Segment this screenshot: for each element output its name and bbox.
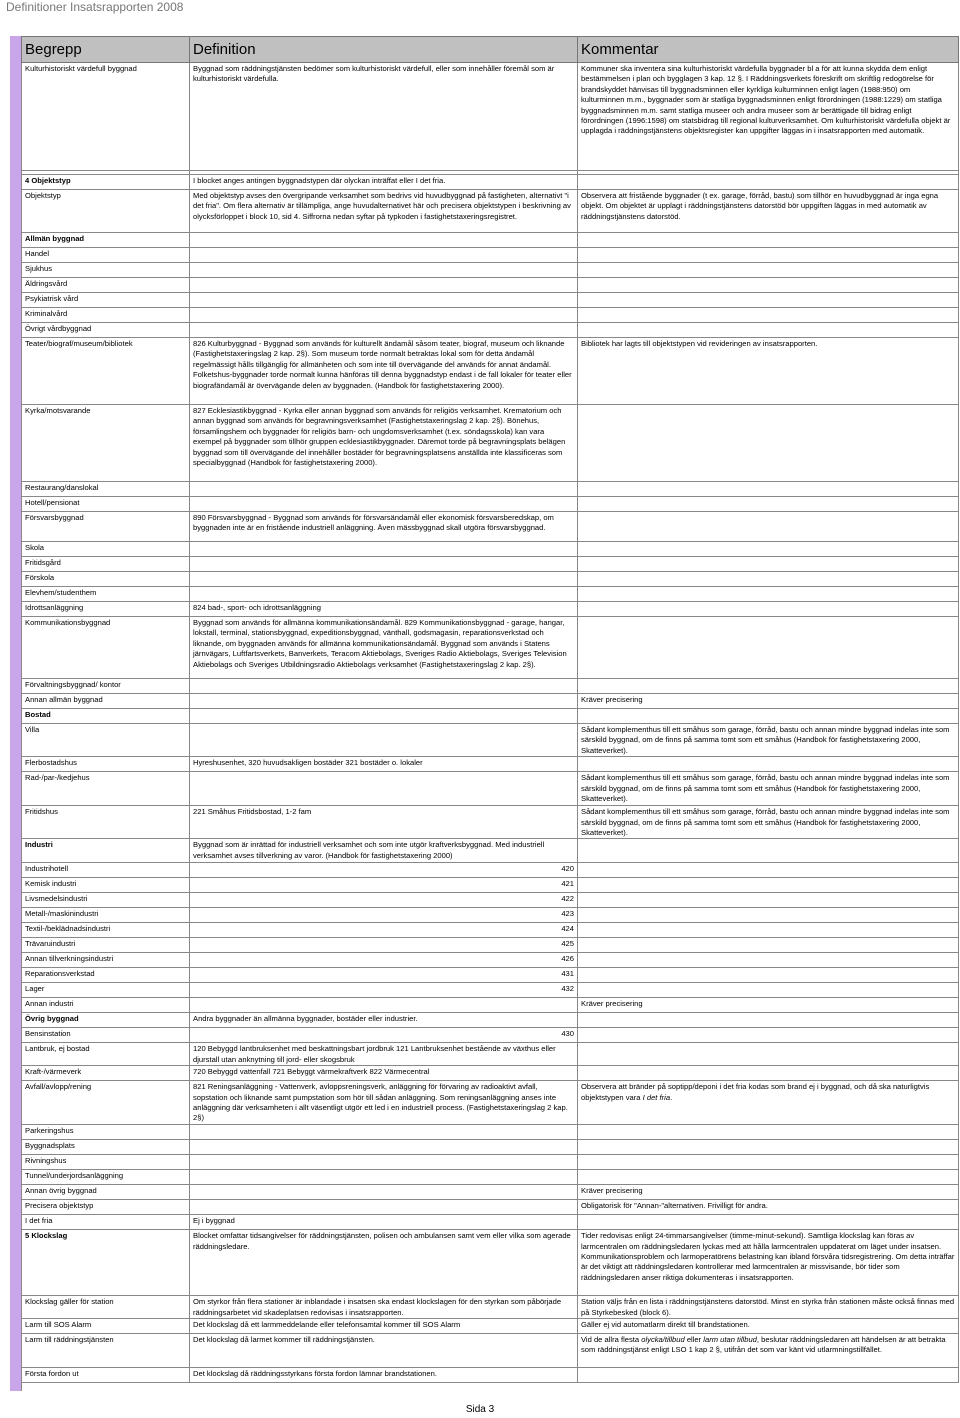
definition-cell [190, 572, 578, 587]
term-cell: Förskola [22, 572, 190, 587]
term-cell: Skola [22, 542, 190, 557]
comment-cell: Observera att fristående byggnader (t ex. garage, förråd, bastu) som tillhör en huvudbyggnad är inga egna objekt. Om objektet är upplagt i räddningstjänstens datorstöd bör uppgiften läggas in med automatik av räddningstjänstens datorstöd. [578, 190, 959, 233]
comment-text: eller [684, 1335, 704, 1345]
header-definition: Definition [190, 37, 578, 63]
term-cell: Parkeringshus [22, 1125, 190, 1140]
term-cell: Avfall/avlopp/rening [22, 1081, 190, 1125]
term-cell: Sjukhus [22, 263, 190, 278]
term-cell: Annan övrig byggnad [22, 1185, 190, 1200]
term-cell: Kulturhistoriskt värdefull byggnad [22, 63, 190, 171]
table-row [22, 497, 959, 512]
table-row [22, 587, 959, 602]
table-row [22, 1066, 959, 1081]
definition-cell: Om styrkor från flera stationer är inblandade i insatsen ska endast klockslagen för den styrkan som påbörjade räddningsarbetet vid skadeplatsen redovisas i insatsrapporten. [190, 1296, 578, 1319]
table-row [22, 542, 959, 557]
table-row [22, 323, 959, 338]
table-row [22, 724, 959, 757]
table-row [22, 1334, 959, 1368]
comment-cell [578, 233, 959, 248]
table-row [22, 1185, 959, 1200]
term-cell: Kraft-/värmeverk [22, 1066, 190, 1081]
term-cell: Villa [22, 724, 190, 757]
definition-cell: 720 Bebyggd vattenfall 721 Bebyggt värmekraftverk 822 Värmecentral [190, 1066, 578, 1081]
term-cell: Lantbruk, ej bostad [22, 1043, 190, 1066]
definition-cell [190, 308, 578, 323]
comment-cell [578, 938, 959, 953]
table-row [22, 1013, 959, 1028]
table-row [22, 1230, 959, 1296]
definition-cell [190, 1125, 578, 1140]
definition-cell [190, 1170, 578, 1185]
type-code-cell: 420 [190, 863, 578, 878]
table-row [22, 1170, 959, 1185]
comment-cell [578, 679, 959, 694]
table-row [22, 757, 959, 772]
term-cell: Äldringsvård [22, 278, 190, 293]
comment-cell: Kommuner ska inventera sina kulturhistoriskt värdefulla byggnader bl a för att kunna skydda dem enligt bestämmelsen i plan och bygglagen 3 kap. 12 §. I Räddningsverkets föreskrift om skriftlig redogörelse för brandskyddet hänvisas till byggnadsminnen eller kyrkliga kulturminnen enligt lagen (1988:950) om kulturminnen m.m., byggnader som är statliga byggnadsminnen enligt förordningen (1988:1229) om statliga byggnadsminnen m.m. samt statliga museer och andra museer som är berättigade till bidrag enligt förordningen (1996:1598) om statsbidrag till regional kulturverksamhet. Om kulturhistoriskt värdefulla objekt är upplagda i räddningstjänstens objektsregister kan uppgifter läggas in i insatsrapporten med automatik. [578, 63, 959, 171]
table-row [22, 679, 959, 694]
document-title: Definitioner Insatsrapporten 2008 [6, 0, 184, 14]
table-row [22, 938, 959, 953]
term-cell: Lager [22, 983, 190, 998]
table-row [22, 572, 959, 587]
comment-cell: Tider redovisas enligt 24-timmarsangivelser (timme-minut-sekund). Samtliga klockslag kan föras av larmcentralen om räddningsledaren lyckas med att hålla larmcentralen uppdaterat om läget under insatsen. Kommunikationsproblem och larmoperatörens belastning kan ibland försvåra tidsregistrering. Om detta inträffar är det viktigt att räddningsledaren kontrollerar med larmcentralen är missvisande, bör tider som räddningsledaren anser riktiga dokumenteras i insatsrapporten. [578, 1230, 959, 1296]
type-code-cell: 421 [190, 878, 578, 893]
comment-cell [578, 572, 959, 587]
definition-cell: Det klockslag då ett larmmeddelande eller telefonsamtal kommer till SOS Alarm [190, 1319, 578, 1334]
comment-text: . [670, 1092, 673, 1102]
table-row [22, 405, 959, 482]
definition-cell [190, 293, 578, 308]
table-row [22, 968, 959, 983]
definition-cell [190, 557, 578, 572]
definition-cell [190, 694, 578, 709]
definition-cell: 821 Reningsanläggning - Vattenverk, avloppsreningsverk, anläggning för förvaring av radioaktivt avfall, sopstation och liknande samt pumpstation som hör till sådan anläggning. Som reningsanläggning anses inte anläggning där verksamheten i allt väsentligt utgör ett led i en industriell process. (Fastighetstaxeringslag 2 kap. 2§) [190, 1081, 578, 1125]
definitions-table-body [22, 37, 959, 1383]
comment-cell [578, 557, 959, 572]
term-cell: Bostad [22, 709, 190, 724]
definition-cell [190, 497, 578, 512]
definition-cell: Byggnad som används för allmänna kommunikationsändamål. 829 Kommunikationsbyggnad - garage, hangar, lokstall, terminal, stationsbyggnad, expeditionsbyggnad, vänthall, godsmagasin, reparationsverkstad och liknande, om byggnaden används för allmänna kommunikationsändamål. Byggnad som används i Statens järnvägars, Luftfartsverkets, Banverkets, Teracom Aktiebolags, Sveriges Radio Aktiebolags, Sveriges Television Aktiebolags och Sveriges Utbildningsradio Aktiebolags verksamhet (Fastighetstaxeringslag 2 kap. 2§). [190, 617, 578, 679]
term-cell: Elevhem/studenthem [22, 587, 190, 602]
table-row [22, 908, 959, 923]
table-row [22, 293, 959, 308]
definition-cell: Blocket omfattar tidsangivelser för räddningstjänsten, polisen och ambulansen samt vem eller vilka som agerade räddningsledare. [190, 1230, 578, 1296]
table-row [22, 617, 959, 679]
comment-cell [578, 878, 959, 893]
definition-cell: Med objektstyp avses den övergripande verksamhet som bedrivs vid huvudbyggnad på fastigheten, alternativt "i det fria". Om flera alternativ är tillämpliga, ange huvudalternativet här och precisera objektstypen i beskrivning av olycksförloppet i block 10, sid 4. Siffrorna nedan syftar på typkoden i fastighetstaxeringsregistret. [190, 190, 578, 233]
comment-cell [578, 1140, 959, 1155]
comment-cell [578, 323, 959, 338]
comment-cell: Bibliotek har lagts till objektstypen vid revideringen av insatsrapporten. [578, 338, 959, 405]
term-cell: Industri [22, 839, 190, 863]
comment-cell [578, 953, 959, 968]
comment-cell [578, 1066, 959, 1081]
term-cell: Reparationsverkstad [22, 968, 190, 983]
table-row [22, 953, 959, 968]
term-cell: Annan allmän byggnad [22, 694, 190, 709]
comment-cell [578, 709, 959, 724]
term-cell: Larm till SOS Alarm [22, 1319, 190, 1334]
table-row [22, 278, 959, 293]
table-row [22, 338, 959, 405]
term-cell: Handel [22, 248, 190, 263]
table-row [22, 308, 959, 323]
comment-cell [578, 542, 959, 557]
term-cell: Idrottsanläggning [22, 602, 190, 617]
table-row [22, 1200, 959, 1215]
definition-cell [190, 542, 578, 557]
comment-cell [578, 512, 959, 542]
comment-cell: Sådant komplementhus till ett småhus som garage, förråd, bastu och annan mindre byggnad indelas inte som särskild byggnad, om de finns på samma tomt som ett småhus (Handbok för fastighetstaxering 2000, Skatteverket). [578, 806, 959, 839]
page-number: Sida 3 [465, 1404, 495, 1415]
table-header-row [22, 37, 959, 63]
definition-cell [190, 772, 578, 806]
term-cell: Fritidshus [22, 806, 190, 839]
table-row [22, 839, 959, 863]
table-row [22, 557, 959, 572]
definition-cell: Det klockslag då räddningsstyrkans första fordon lämnar brandstationen. [190, 1368, 578, 1383]
comment-cell [578, 482, 959, 497]
comment-cell [578, 308, 959, 323]
comment-cell [578, 248, 959, 263]
comment-cell [578, 278, 959, 293]
type-code-cell: 424 [190, 923, 578, 938]
comment-cell [578, 263, 959, 278]
term-cell: Övrig byggnad [22, 1013, 190, 1028]
term-cell: Klockslag gäller för station [22, 1296, 190, 1319]
table-row [22, 878, 959, 893]
comment-cell [578, 587, 959, 602]
term-cell: Restaurang/danslokal [22, 482, 190, 497]
table-row [22, 233, 959, 248]
table-row [22, 1028, 959, 1043]
definition-cell [190, 278, 578, 293]
term-cell: Livsmedelsindustri [22, 893, 190, 908]
definition-cell: 826 Kulturbyggnad - Byggnad som används för kulturellt ändamål såsom teater, biograf, museum och liknande (Fastighetstaxeringslag 2 kap. 2§). Som museum torde normalt betraktas lokal som för detta ändamål regelmässigt hålls tillgänglig för allmänheten och som inte till övervägande del används för annat ändamål. Folketshus-byggnader torde normalt kunna hänföras till denna byggnadstyp endast i de fall lokaler för teater eller biografändamål är övervägande delen av byggnaden. (Handbok för fastighetstaxering 2000). [190, 338, 578, 405]
comment-cell: Kräver precisering [578, 1185, 959, 1200]
definition-cell: 120 Bebyggd lantbruksenhet med beskattningsbart jordbruk 121 Lantbruksenhet bestående av växthus eller djurstall utan anknytning till jord- eller skogsbruk [190, 1043, 578, 1066]
table-row [22, 248, 959, 263]
comment-cell [578, 1155, 959, 1170]
term-cell: Fritidsgård [22, 557, 190, 572]
comment-cell [578, 1125, 959, 1140]
definition-cell [190, 1140, 578, 1155]
term-cell: Rivningshus [22, 1155, 190, 1170]
term-cell: Byggnadsplats [22, 1140, 190, 1155]
comment-cell [578, 1043, 959, 1066]
comment-emphasis: olycka/tillbud [641, 1335, 685, 1345]
table-row [22, 893, 959, 908]
term-cell: Flerbostadshus [22, 757, 190, 772]
table-row [22, 1215, 959, 1230]
term-cell: Försvarsbyggnad [22, 512, 190, 542]
term-cell: Tunnel/underjordsanläggning [22, 1170, 190, 1185]
definition-cell: Byggnad som räddningstjänsten bedömer som kulturhistoriskt värdefull, eller som innehåller föremål som är kulturhistoriskt värdefulla. [190, 63, 578, 171]
table-row [22, 694, 959, 709]
comment-cell [578, 839, 959, 863]
table-row [22, 512, 959, 542]
definition-cell [190, 482, 578, 497]
comment-text: Vid de allra flesta [581, 1335, 642, 1345]
table-row [22, 1125, 959, 1140]
term-cell: Industrihotell [22, 863, 190, 878]
definition-cell: Hyreshusenhet, 320 huvudsakligen bostäder 321 bostäder o. lokaler [190, 757, 578, 772]
comment-cell [578, 1368, 959, 1383]
definition-cell [190, 1200, 578, 1215]
definition-cell: 890 Försvarsbyggnad - Byggnad som används för försvarsändamål eller ekonomisk försvarsberedskap, om byggnaden inte är en fristående industriell anläggning. Även mässbyggnad skall utgöra försvarsbyggnad. [190, 512, 578, 542]
comment-emphasis: I det fria [642, 1092, 671, 1102]
type-code-cell: 426 [190, 953, 578, 968]
definition-cell [190, 263, 578, 278]
table-row [22, 709, 959, 724]
term-cell: Kemisk industri [22, 878, 190, 893]
comment-cell [578, 617, 959, 679]
definition-cell: 827 Ecklesiastikbyggnad - Kyrka eller annan byggnad som används för religiös verksamhet. Krematorium och annan byggnad som används för begravningsverksamhet (Fastighetstaxeringslag 2 kap. 2§). Bönehus, församlingshem och byggnader för religiös barn- och ungdomsverksamhet (t.ex. söndagsskola) kan vara exempel på byggnader som tillhör gruppen ecklesiastikbyggnader. Däremot torde på begravningsplats belägen byggnad som till övervägande del innehåller bostäder för begravningsplatsens anställda inte klassificeras som specialbyggnad (Handbok för fastighetstaxering 2000). [190, 405, 578, 482]
term-cell: 5 Klockslag [22, 1230, 190, 1296]
comment-cell [578, 405, 959, 482]
comment-cell: Obligatorisk för "Annan-"alternativen. Frivilligt för andra. [578, 1200, 959, 1215]
term-cell: Annan industri [22, 998, 190, 1013]
definition-cell: 824 bad-, sport- och idrottsanläggning [190, 602, 578, 617]
comment-cell [578, 497, 959, 512]
term-cell: Hotell/pensionat [22, 497, 190, 512]
definition-cell [190, 709, 578, 724]
comment-cell: Sådant komplementhus till ett småhus som garage, förråd, bastu och annan mindre byggnad indelas inte som särskild byggnad, om de finns på samma tomt som ett småhus (Handbok för fastighetstaxering 2000, Skatteverket). [578, 724, 959, 757]
type-code-cell: 422 [190, 893, 578, 908]
comment-cell [578, 863, 959, 878]
comment-cell: Kräver precisering [578, 694, 959, 709]
table-row [22, 1319, 959, 1334]
definition-cell [190, 587, 578, 602]
term-cell: Teater/biograf/museum/bibliotek [22, 338, 190, 405]
term-cell: Allmän byggnad [22, 233, 190, 248]
term-cell: Psykiatrisk vård [22, 293, 190, 308]
definition-cell: Ej i byggnad [190, 1215, 578, 1230]
comment-cell [578, 893, 959, 908]
term-cell: Textil-/beklädnadsindustri [22, 923, 190, 938]
comment-cell: Station väljs från en lista i räddningstjänstens datorstöd. Minst en styrka från stationen måste också finnas med på Styrkebesked (block 6). [578, 1296, 959, 1319]
type-code-cell: 432 [190, 983, 578, 998]
definition-cell: Det klockslag då larmet kommer till räddningstjänsten. [190, 1334, 578, 1368]
header-term: Begrepp [22, 37, 190, 63]
table-row [22, 175, 959, 190]
type-code-cell: 430 [190, 1028, 578, 1043]
table-row [22, 1140, 959, 1155]
table-row [22, 482, 959, 497]
term-cell: Kommunikationsbyggnad [22, 617, 190, 679]
term-cell: Precisera objektstyp [22, 1200, 190, 1215]
table-row [22, 263, 959, 278]
comment-cell [578, 1081, 959, 1125]
definition-cell [190, 998, 578, 1013]
definition-cell: Andra byggnader än allmänna byggnader, bostäder eller industrier. [190, 1013, 578, 1028]
table-row [22, 998, 959, 1013]
term-cell: Övrigt vårdbyggnad [22, 323, 190, 338]
comment-cell [578, 923, 959, 938]
definition-cell [190, 248, 578, 263]
table-row [22, 63, 959, 171]
table-row [22, 863, 959, 878]
definition-cell [190, 323, 578, 338]
table-row [22, 1296, 959, 1319]
comment-cell: Gäller ej vid automatlarm direkt till brandstationen. [578, 1319, 959, 1334]
definitions-table [21, 36, 959, 1383]
comment-emphasis: larm utan tillbud [703, 1335, 757, 1345]
term-cell: I det fria [22, 1215, 190, 1230]
term-cell: Kyrka/motsvarande [22, 405, 190, 482]
table-row [22, 1043, 959, 1066]
term-cell: Metall-/maskinindustri [22, 908, 190, 923]
comment-cell [578, 1013, 959, 1028]
definition-cell [190, 724, 578, 757]
table-row [22, 923, 959, 938]
table-row [22, 1081, 959, 1125]
comment-cell [578, 1334, 959, 1368]
comment-cell [578, 983, 959, 998]
term-cell: Trävaruindustri [22, 938, 190, 953]
term-cell: Annan tillverkningsindustri [22, 953, 190, 968]
comment-cell [578, 293, 959, 308]
term-cell: Kriminalvård [22, 308, 190, 323]
comment-text: Observera att bränder på soptipp/deponi i det fria kodas som brand ej i byggnad, och då ska naturligtvis objektstypen vara [581, 1082, 930, 1102]
term-cell: Larm till räddningstjänsten [22, 1334, 190, 1368]
comment-cell [578, 602, 959, 617]
term-cell: Rad-/par-/kedjehus [22, 772, 190, 806]
type-code-cell: 425 [190, 938, 578, 953]
term-cell: Objektstyp [22, 190, 190, 233]
comment-cell [578, 1170, 959, 1185]
term-cell: 4 Objektstyp [22, 175, 190, 190]
definition-cell: 221 Småhus Fritidsbostad, 1-2 fam [190, 806, 578, 839]
table-row [22, 772, 959, 806]
definition-cell [190, 1155, 578, 1170]
term-cell: Första fordon ut [22, 1368, 190, 1383]
comment-cell [578, 175, 959, 190]
table-row [22, 983, 959, 998]
comment-cell: Kräver precisering [578, 998, 959, 1013]
definition-cell: Byggnad som är inrättad för industriell verksamhet och som inte utgör kraftverksbyggnad. Med industriell verksamhet avses tillverkning av varor. (Handbok för fastighetstaxering 2000) [190, 839, 578, 863]
table-row [22, 1155, 959, 1170]
comment-cell [578, 1028, 959, 1043]
term-cell: Förvaltningsbyggnad/ kontor [22, 679, 190, 694]
comment-cell: Sådant komplementhus till ett småhus som garage, förråd, bastu och annan mindre byggnad indelas inte som särskild byggnad, om de finns på samma tomt som ett småhus (Handbok för fastighetstaxering 2000, Skatteverket). [578, 772, 959, 806]
table-row [22, 602, 959, 617]
table-row [22, 1368, 959, 1383]
comment-text: , beslutar räddningsledaren att händelsen är att betrakta som räddningstjänst enligt LSO 1 kap 2 §, utifrån det som var känt vid utlarmningstillfället. [581, 1335, 946, 1355]
definition-cell [190, 1185, 578, 1200]
table-row [22, 806, 959, 839]
comment-cell [578, 1215, 959, 1230]
definition-cell [190, 679, 578, 694]
type-code-cell: 423 [190, 908, 578, 923]
comment-cell [578, 908, 959, 923]
definition-cell [190, 233, 578, 248]
comment-cell [578, 757, 959, 772]
type-code-cell: 431 [190, 968, 578, 983]
table-row [22, 190, 959, 233]
term-cell: Bensinstation [22, 1028, 190, 1043]
header-comment: Kommentar [578, 37, 959, 63]
definition-cell: I blocket anges antingen byggnadstypen där olyckan inträffat eller I det fria. [190, 175, 578, 190]
comment-cell [578, 968, 959, 983]
